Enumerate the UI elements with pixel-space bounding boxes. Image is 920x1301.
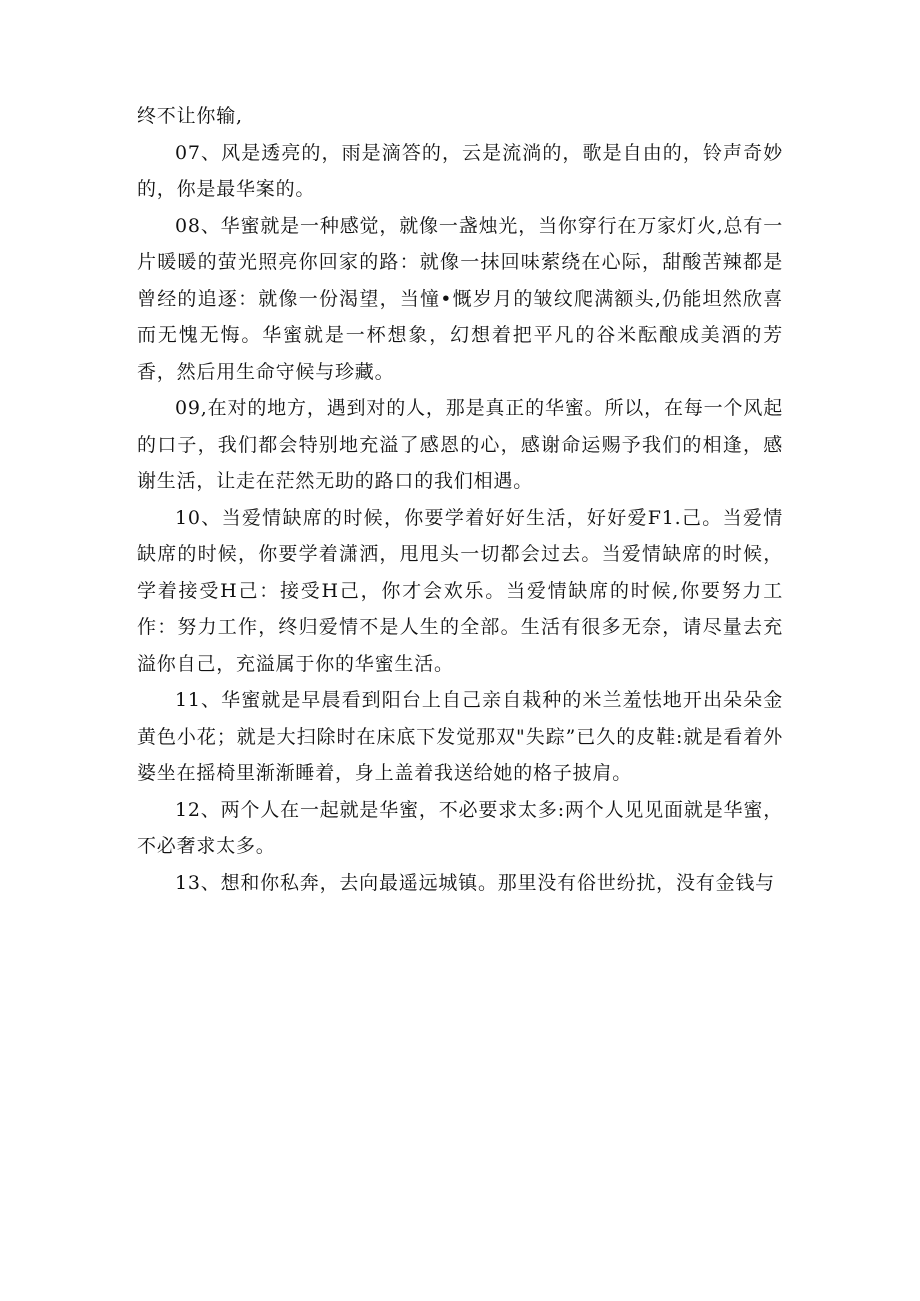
paragraph-07: 07、风是透亮的，雨是滴答的，云是流淌的，歌是自由的，铃声奇妙的，你是最华案的。 (137, 141, 783, 200)
paragraph-13: 13、想和你私奔，去向最遥远城镇。那里没有俗世纷扰，没有金钱与 (175, 871, 775, 894)
paragraph-10: 10、当爱情缺席的时候，你要学着好好生活，好好爱F1.己。当爱情缺席的时候，你要学着潇洒，甩甩头一切都会过去。当爱情缺席的时候，学着接受H己：接受H己，你才会欢乐。当爱情缺席的时候,你要努力工作：努力工作，终归爱情不是人生的全部。生活有很多无奈，请尽量去充溢你自己，充溢属于你的华蜜生活。 (137, 506, 783, 675)
paragraph-12: 12、两个人在一起就是华蜜，不必要求太多:两个人见见面就是华蜜，不必奢求太多。 (137, 798, 783, 857)
paragraph-11: 11、华蜜就是早晨看到阳台上自己亲自栽种的米兰羞怯地开出朵朵金黄色小花；就是大扫除时在床底下发觉那双"失踪”已久的皮鞋:就是看着外婆坐在摇椅里渐渐睡着，身上盖着我送给她的格子披肩。 (137, 689, 783, 784)
paragraph-09: 09,在对的地方，遇到对的人，那是真正的华蜜。所以，在每一个风起的口子，我们都会特别地充溢了感恩的心，感谢命运赐予我们的相逢，感谢生活，让走在茫然无助的路口的我们相遇。 (137, 397, 783, 492)
paragraph-08: 08、华蜜就是一种感觉，就像一盏烛光，当你穿行在万家灯火,总有一片暖暖的萤光照亮你回家的路：就像一抹回味萦绕在心际，甜酸苦辣都是曾经的追逐：就像一份渴望，当憧•慨岁月的皱纹爬满额头,仍能坦然欣喜而无愧无悔。华蜜就是一杯想象，幻想着把平凡的谷米酝酿成美酒的芳香，然后用生命守候与珍藏。 (137, 214, 783, 383)
paragraph-continuation: 终不让你输, (137, 105, 243, 127)
